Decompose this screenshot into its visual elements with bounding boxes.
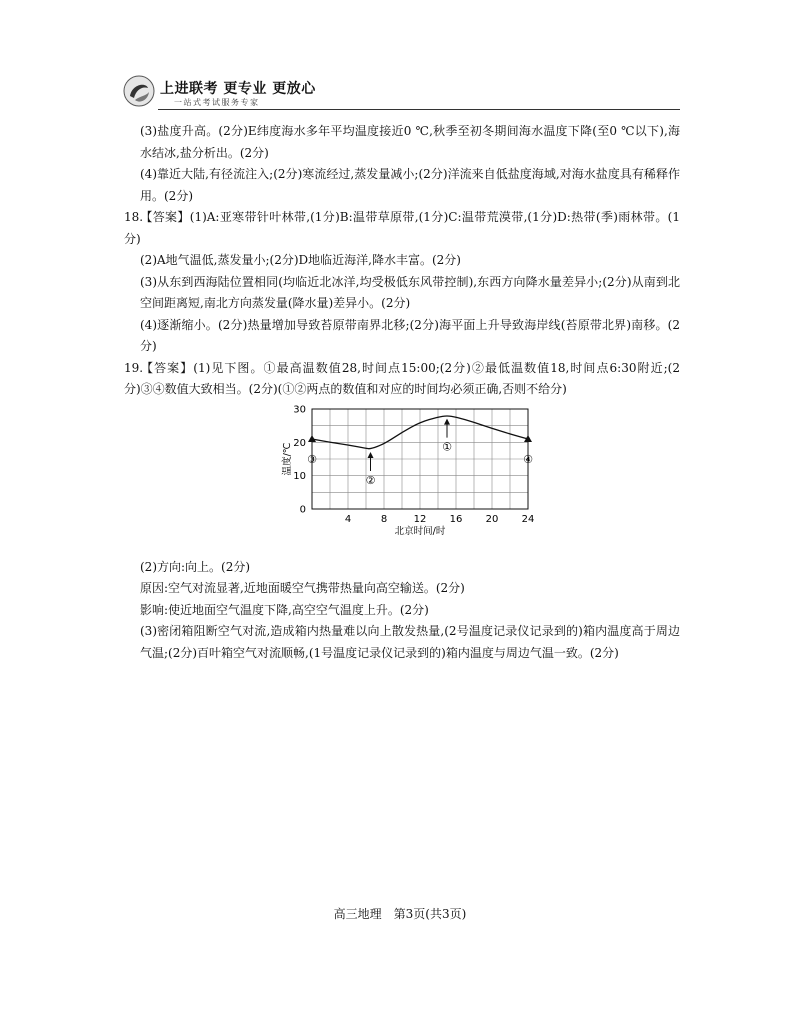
annotation-label: ④ <box>523 452 533 466</box>
x-tick-label: 4 <box>344 513 352 525</box>
y-tick-label: 20 <box>293 437 306 449</box>
y-tick-label: 30 <box>293 404 306 415</box>
annotation-arrow-head <box>368 452 374 458</box>
temperature-line-chart <box>124 403 680 553</box>
q19-part4: 影响:使近地面空气温度下降,高空空气温度上升。(2分) <box>140 602 429 617</box>
q18-part3: (3)从东到西海陆位置相同(均临近北冰洋,均受极低东风带控制),东西方向降水量差异小;(2分)从南到北空间距离短,南北方向蒸发量(降水量)差异小。(2分) <box>140 274 680 310</box>
page-footer: 高三地理 第3页(共3页) <box>333 907 467 921</box>
x-tick-label: 24 <box>521 513 535 525</box>
q18-answer <box>124 207 680 250</box>
q17-part4: (4)靠近大陆,有径流注入;(2分)寒流经过,蒸发量减小;(2分)洋流来自低盐度海域,对海水盐度具有稀释作用。(2分) <box>140 167 680 203</box>
q19-part1: 【答案】(1)见下图。①最高温数值28,时间点15:00;(2分)②最低温数值18,时间点6:30附近;(2分)③④数值大致相当。(2分)(①②两点的数值和对应的时间均必须正确,否则不给分) <box>124 360 680 396</box>
q18-part2: (2)A地气温低,蒸发量小;(2分)D地临近海洋,降水丰富。(2分) <box>140 253 461 267</box>
q19-part5: (3)密闭箱阻断空气对流,造成箱内热量难以向上散发热量,(2号温度记录仪记录到的)箱内温度高于周边气温;(2分)百叶箱空气对流顺畅,(1号温度记录仪记录到的)箱内温度与周边气温一致。(2分) <box>140 624 680 660</box>
q18-part4: (4)逐渐缩小。(2分)热量增加导致苔原带南界北移;(2分)海平面上升导致海岸线(苔原带北界)南移。(2分) <box>140 317 680 353</box>
logo-icon <box>122 74 156 108</box>
q18-part1: 【答案】(1)A:亚寒带针叶林带,(1分)B:温带草原带,(1分)C:温带荒漠带,(1分)D:热带(季)雨林带。(1分) <box>124 210 680 246</box>
q17-part3: (3)盐度升高。(2分)E纬度海水多年平均温度接近0 ℃,秋季至初冬期间海水温度下降(至0 ℃以下),海水结冰,盐分析出。(2分) <box>140 124 680 160</box>
endpoint-marker <box>308 435 316 442</box>
annotation-label: ③ <box>307 452 317 466</box>
x-tick-label: 16 <box>449 513 463 525</box>
q19-number: 19. <box>124 360 144 375</box>
brand-tagline: 一站式考试服务专家 <box>174 98 260 107</box>
q19-part3: 原因:空气对流显著,近地面暖空气携带热量向高空输送。(2分) <box>140 581 465 595</box>
x-tick-label: 12 <box>413 513 427 525</box>
q19-part2: (2)方向:向上。(2分) <box>140 559 251 574</box>
temperature-chart <box>124 403 680 553</box>
annotation-label: ② <box>365 473 376 487</box>
q18-number: 18. <box>124 210 144 224</box>
annotation-label: ① <box>442 440 452 454</box>
x-axis-label: 北京时间/时 <box>394 525 446 537</box>
answer-content <box>124 121 680 664</box>
header-divider <box>158 109 680 110</box>
x-tick-label: 20 <box>485 513 499 525</box>
annotation-arrow-head <box>444 418 450 424</box>
x-tick-label: 8 <box>380 513 388 525</box>
q19-answer <box>124 358 680 401</box>
brand-slogan: 上进联考 更专业 更放心 <box>160 81 316 97</box>
y-tick-label: 10 <box>293 470 306 482</box>
page-header <box>122 72 682 114</box>
y-axis-label: 温度/℃ <box>282 442 293 475</box>
y-tick-label: 0 <box>299 504 306 515</box>
